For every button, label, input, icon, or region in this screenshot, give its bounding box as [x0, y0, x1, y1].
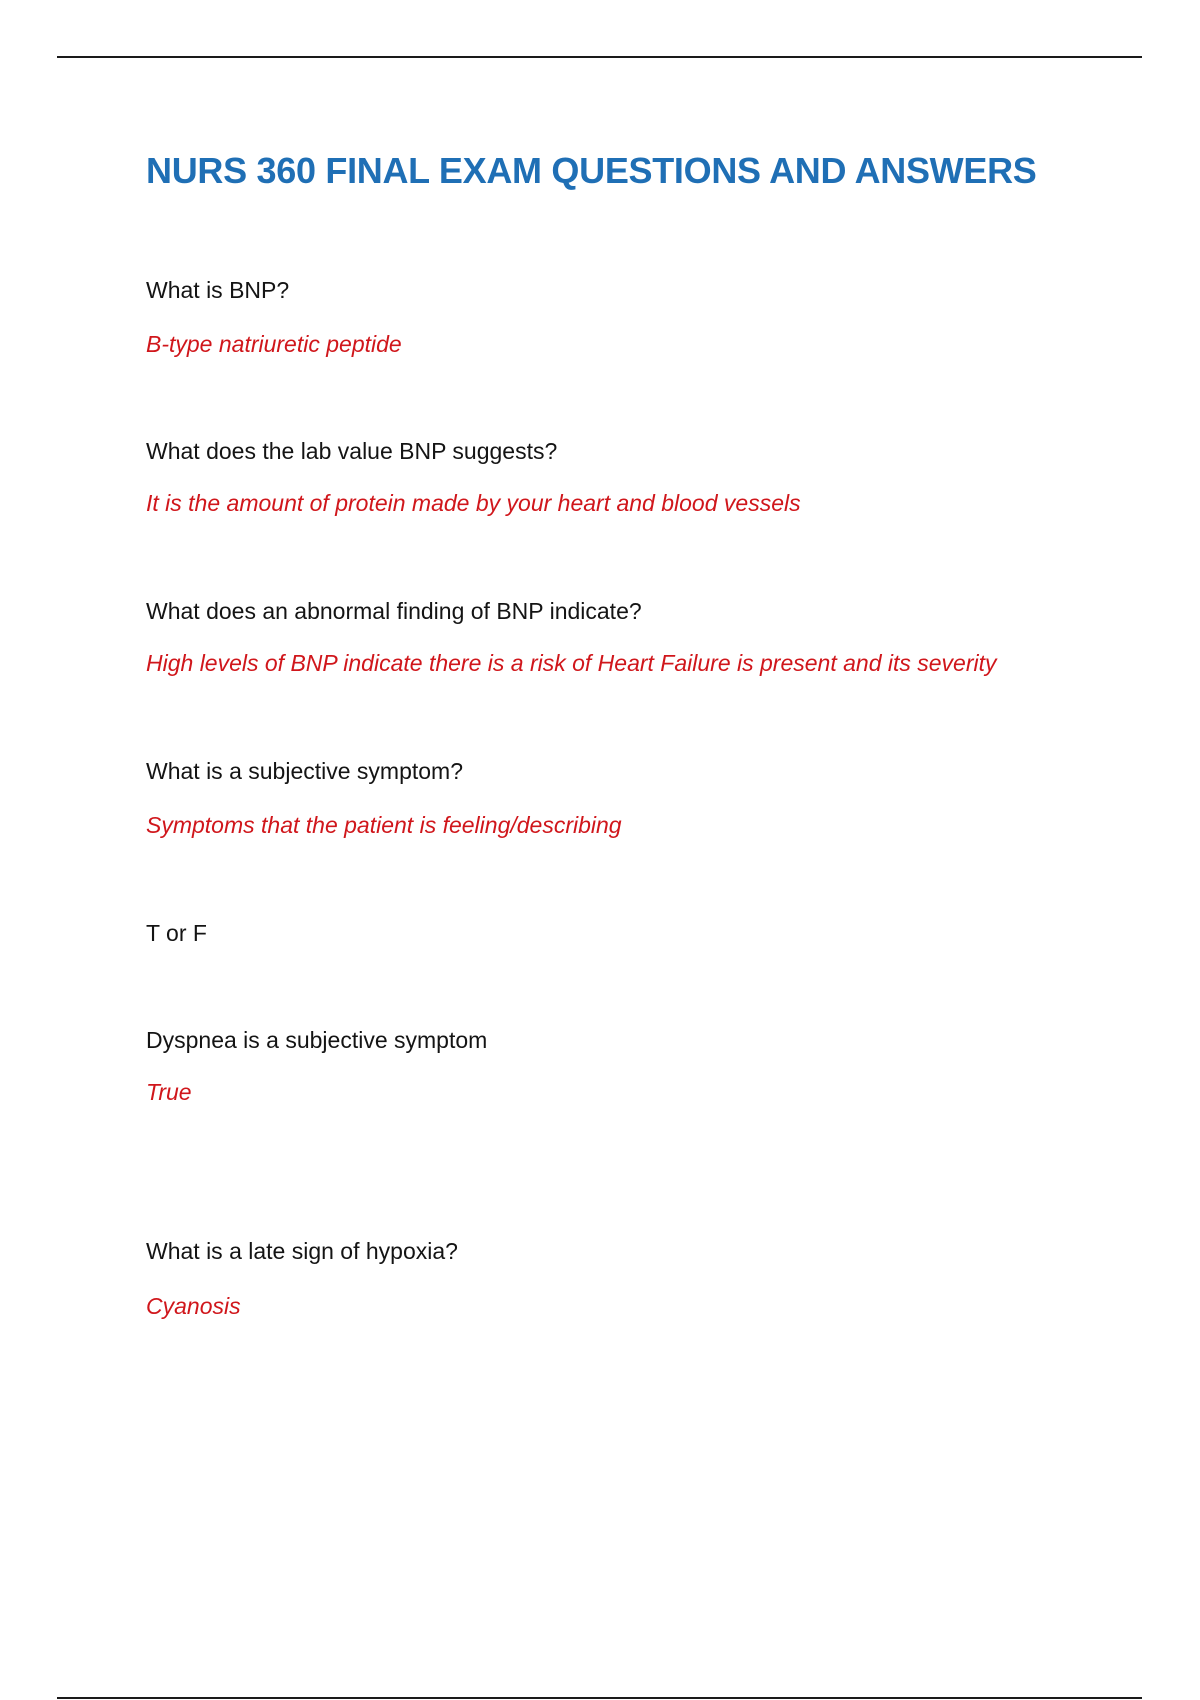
- top-rule: [57, 56, 1142, 58]
- answer-4: Symptoms that the patient is feeling/describing: [146, 812, 622, 838]
- answer-5: True: [146, 1079, 192, 1105]
- question-6: What is a late sign of hypoxia?: [146, 1238, 458, 1264]
- answer-3: High levels of BNP indicate there is a risk of Heart Failure is present and its severity: [146, 650, 997, 676]
- bottom-rule: [57, 1697, 1142, 1699]
- question-3: What does an abnormal finding of BNP indicate?: [146, 598, 642, 624]
- question-2: What does the lab value BNP suggests?: [146, 438, 558, 464]
- true-false-heading: T or F: [146, 920, 207, 946]
- answer-6: Cyanosis: [146, 1293, 241, 1319]
- question-5: Dyspnea is a subjective symptom: [146, 1027, 488, 1053]
- question-4: What is a subjective symptom?: [146, 758, 464, 784]
- document-title: NURS 360 FINAL EXAM QUESTIONS AND ANSWERS: [146, 150, 1037, 191]
- answer-1: B-type natriuretic peptide: [146, 331, 402, 357]
- question-1: What is BNP?: [146, 277, 290, 303]
- answer-2: It is the amount of protein made by your heart and blood vessels: [146, 490, 801, 516]
